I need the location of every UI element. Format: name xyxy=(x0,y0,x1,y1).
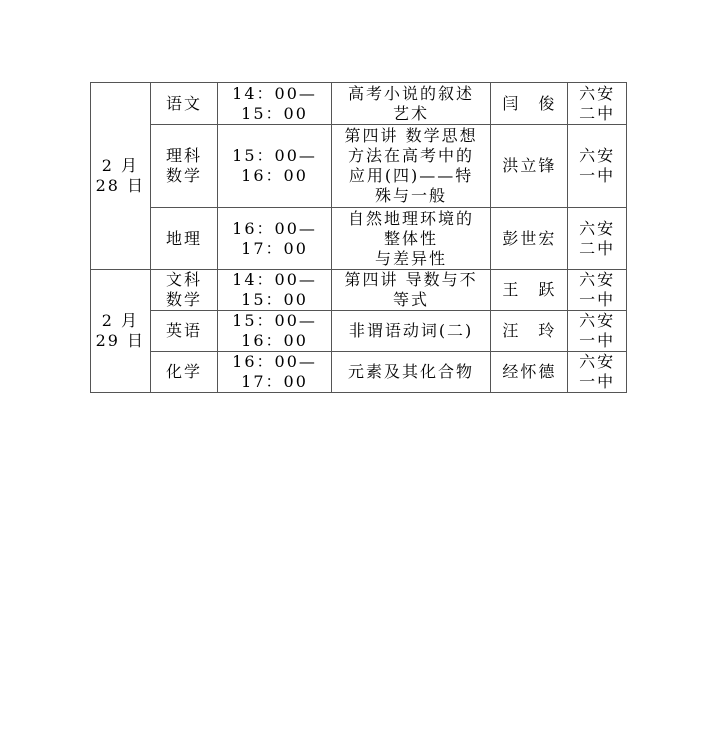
teacher-cell: 彭世宏 xyxy=(491,208,568,270)
table-row xyxy=(91,352,627,393)
venue-cell: 六安 一中 xyxy=(568,352,627,393)
venue-cell: 六安 一中 xyxy=(568,125,627,208)
teacher-cell: 经怀德 xyxy=(491,352,568,393)
table-row xyxy=(91,208,627,270)
subject-cell: 英语 xyxy=(150,311,218,352)
date-cell: 2 月 28 日 xyxy=(91,83,151,270)
table-row xyxy=(91,311,627,352)
topic-cell: 第四讲 导数与不 等式 xyxy=(331,270,491,311)
teacher-cell: 闫 俊 xyxy=(491,83,568,125)
subject-cell: 文科 数学 xyxy=(150,270,218,311)
topic-cell: 高考小说的叙述 艺术 xyxy=(331,83,491,125)
teacher-cell: 王 跃 xyxy=(491,270,568,311)
topic-cell: 自然地理环境的 整体性 与差异性 xyxy=(331,208,491,270)
time-cell: 14：00— 15：00 xyxy=(218,270,331,311)
venue-cell: 六安 二中 xyxy=(568,83,627,125)
time-cell: 16：00— 17：00 xyxy=(218,352,331,393)
table-row xyxy=(91,270,627,311)
venue-cell: 六安 一中 xyxy=(568,311,627,352)
table-row xyxy=(91,83,627,125)
subject-cell: 地理 xyxy=(150,208,218,270)
venue-cell: 六安 一中 xyxy=(568,270,627,311)
time-cell: 15：00— 16：00 xyxy=(218,311,331,352)
time-cell: 15：00— 16：00 xyxy=(218,125,331,208)
subject-cell: 理科 数学 xyxy=(150,125,218,208)
topic-cell: 第四讲 数学思想 方法在高考中的 应用(四)——特 殊与一般 xyxy=(331,125,491,208)
topic-cell: 元素及其化合物 xyxy=(331,352,491,393)
teacher-cell: 汪 玲 xyxy=(491,311,568,352)
subject-cell: 化学 xyxy=(150,352,218,393)
table-row xyxy=(91,125,627,208)
time-cell: 16：00— 17：00 xyxy=(218,208,331,270)
venue-cell: 六安 二中 xyxy=(568,208,627,270)
teacher-cell: 洪立锋 xyxy=(491,125,568,208)
topic-cell: 非谓语动词(二) xyxy=(331,311,491,352)
subject-cell: 语文 xyxy=(150,83,218,125)
date-cell: 2 月 29 日 xyxy=(91,270,151,393)
lecture-schedule-table xyxy=(90,82,627,393)
time-cell: 14：00— 15：00 xyxy=(218,83,331,125)
